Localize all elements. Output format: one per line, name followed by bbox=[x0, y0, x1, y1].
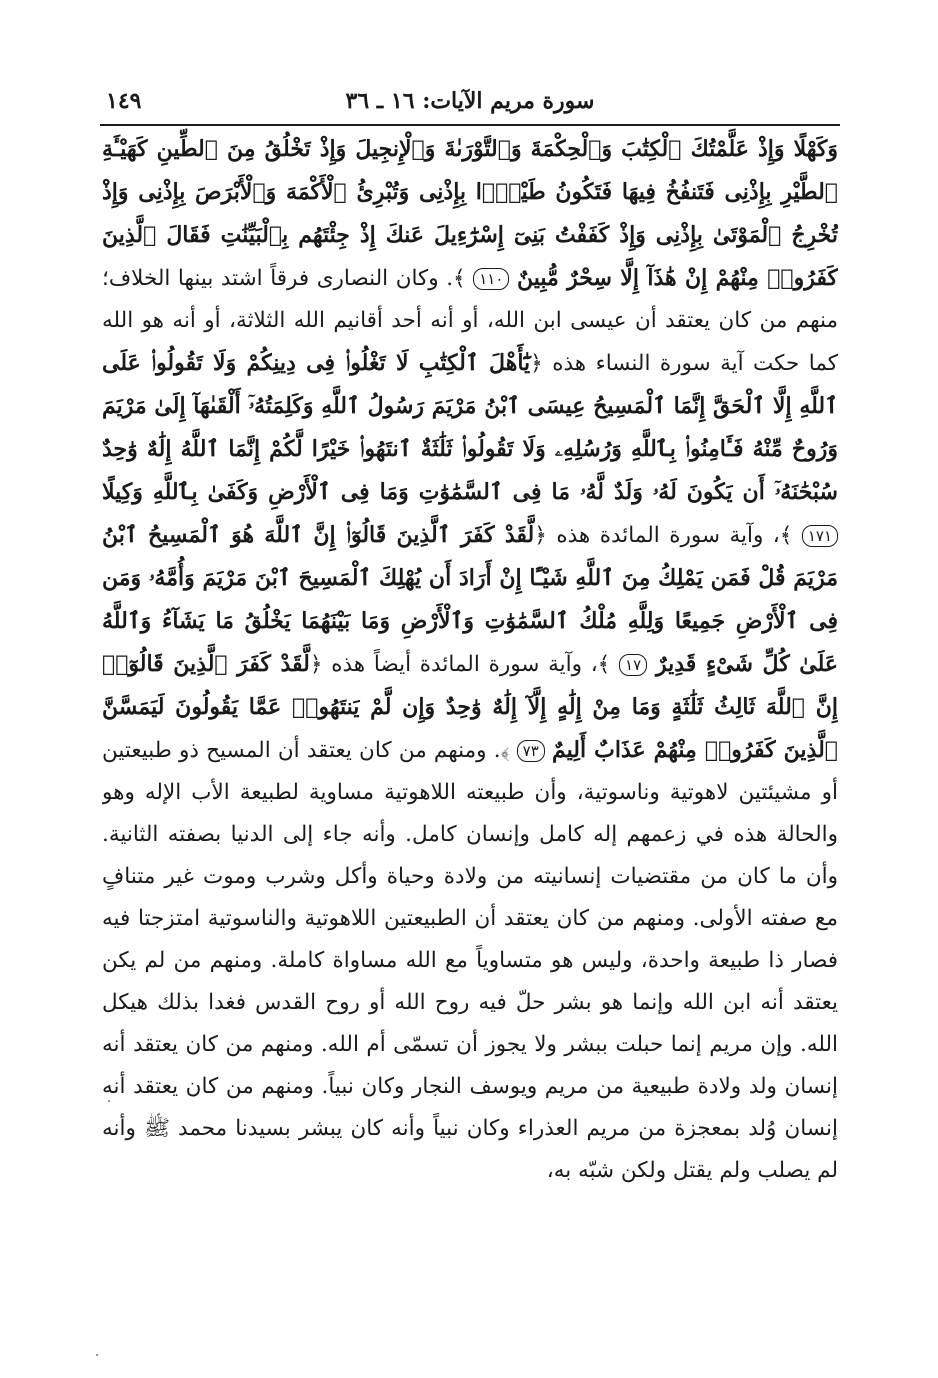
ayah-number: ١١٠ bbox=[473, 268, 509, 290]
running-title: سورة مريم الآيات: ١٦ ـ ٣٦ bbox=[345, 88, 595, 114]
verse-open-ornament: ﴿ bbox=[309, 652, 323, 677]
commentary-text: ، وآية سورة المائدة هذه bbox=[556, 523, 780, 548]
verse-open-ornament: ﴿ bbox=[534, 523, 547, 548]
verse-close-ornament: ﴾ bbox=[453, 266, 466, 291]
commentary-text: . وكان النصارى فرقاً اشتد بينها الخلاف؛ منهم من كان يعتقد أن عيسى ابن الله، أو أنه أحد أقانيم الله الثلاثة، أو أنه هو الله كما حكت آية سورة النساء هذه bbox=[102, 266, 838, 376]
scan-speck bbox=[96, 1354, 98, 1356]
ayah-number: ١٧ bbox=[619, 654, 647, 676]
quran-verse: لَّقَدْ كَفَرَ ٱلَّذِينَ قَالُوٓا۟ إِنَّ ٱللَّهَ ثَالِثُ ثَلَٰثَةٍ وَمَا مِنْ إِلَٰهٍ إِلَّآ إِلَٰهٌ وَٰحِدٌ وَإِن لَّمْ يَنتَهُوا۟ عَمَّا يَقُولُونَ لَيَمَسَّنَّ ٱلَّذِينَ كَفَرُوا۟ مِنْهُمْ عَذَابٌ أَلِيمٌ bbox=[102, 651, 838, 763]
verse-close-ornament: ﴾ bbox=[500, 738, 510, 763]
verse-open-ornament: ﴿ bbox=[530, 351, 543, 376]
commentary-text: ، وآية سورة المائدة أيضاً هذه bbox=[331, 652, 598, 677]
ayah-number: ١٧١ bbox=[802, 525, 838, 547]
quran-verse: لَّقَدْ كَفَرَ ٱلَّذِينَ قَالُوٓا۟ إِنَّ ٱللَّهَ هُوَ ٱلْمَسِيحُ ٱبْنُ مَرْيَمَ قُلْ فَمَن يَمْلِكُ مِنَ ٱللَّهِ شَيْـًٔا إِنْ أَرَادَ أَن يُهْلِكَ ٱلْمَسِيحَ ٱبْنَ مَرْيَمَ وَأُمَّهُۥ وَمَن فِى ٱلْأَرْضِ جَمِيعًا وَلِلَّهِ مُلْكُ ٱلسَّمَٰوَٰتِ وَٱلْأَرْضِ وَمَا بَيْنَهُمَا يَخْلُقُ مَا يَشَآءُ وَٱللَّهُ عَلَىٰ كُلِّ شَىْءٍ قَدِيرٌ bbox=[102, 522, 838, 677]
quran-verse: وَكَهْلًا وَإِذْ عَلَّمْتُكَ ٱلْكِتَٰبَ وَٱلْحِكْمَةَ وَٱلتَّوْرَىٰةَ وَٱلْإِنجِيلَ وَإِذْ تَخْلُقُ مِنَ ٱلطِّينِ كَهَيْـَٔةِ ٱلطَّيْرِ بِإِذْنِى فَتَنفُخُ فِيهَا فَتَكُونُ طَيْرًۢا بِإِذْنِى وَتُبْرِئُ ٱلْأَكْمَهَ وَٱلْأَبْرَصَ بِإِذْنِى وَإِذْ تُخْرِجُ ٱلْمَوْتَىٰ بِإِذْنِى وَإِذْ كَفَفْتُ بَنِىٓ إِسْرَٰٓءِيلَ عَنكَ إِذْ جِئْتَهُم بِٱلْبَيِّنَٰتِ فَقَالَ ٱلَّذِينَ كَفَرُوا۟ مِنْهُمْ إِنْ هَٰذَآ إِلَّا سِحْرٌ مُّبِينٌ bbox=[102, 136, 838, 291]
commentary-text: . ومنهم من كان يعتقد أن المسيح ذو طبيعتين أو مشيئتين لاهوتية وناسوتية، وأن طبيعته اللاهوتية مساوية لطبيعة الأب الإله وهو والحالة هذه في زعمهم إله كامل وإنسان كامل. وأنه جاء إلى الدنيا بصفته الثانية. وأن ما كان من مقتضيات إنسانيته من ولادة وحياة وأكل وشرب وموت غير متنافٍ مع صفته الأولى. ومنهم من كان يعتقد أن الطبيعتين اللاهوتية والناسوتية امتزجتا فيه فصار ذا طبيعة واحدة، وليس هو متساوياً مع الله مساواة كاملة. ومنهم من لم يكن يعتقد أنه ابن الله وإنما هو بشر حلّ فيه روح الله أو روح القدس فغدا بذلك هيكل الله. وإن مريم إنما حبلت ببشر ولا يجوز أن تسمّى أم الله. ومنهم من كان يعتقد أنه إنسان ولد ولادة طبيعية من مريم ويوسف النجار وكان نبياً. ومنهم من كان يعتقد أنه إنسان وُلد بمعجزة من مريم العذراء وكان نبياً وأنه كان يبشر بسيدنا محمد ﷺ وأنه لم يصلب ولم يقتل ولكن شبّه به، bbox=[102, 738, 838, 1183]
quran-verse: يَٰٓأَهْلَ ٱلْكِتَٰبِ لَا تَغْلُوا۟ فِى دِينِكُمْ وَلَا تَقُولُوا۟ عَلَى ٱللَّهِ إِلَّا ٱلْحَقَّ إِنَّمَا ٱلْمَسِيحُ عِيسَى ٱبْنُ مَرْيَمَ رَسُولُ ٱللَّهِ وَكَلِمَتُهُۥٓ أَلْقَىٰهَآ إِلَىٰ مَرْيَمَ وَرُوحٌ مِّنْهُ فَـَٔامِنُوا۟ بِٱللَّهِ وَرُسُلِهِۦ وَلَا تَقُولُوا۟ ثَلَٰثَةٌ ٱنتَهُوا۟ خَيْرًا لَّكُمْ إِنَّمَا ٱللَّهُ إِلَٰهٌ وَٰحِدٌ سُبْحَٰنَهُۥٓ أَن يَكُونَ لَهُۥ وَلَدٌ لَّهُۥ مَا فِى ٱلسَّمَٰوَٰتِ وَمَا فِى ٱلْأَرْضِ وَكَفَىٰ بِٱللَّهِ وَكِيلًا bbox=[102, 350, 838, 505]
header-rule bbox=[100, 124, 840, 126]
verse-close-ornament: ﴾ bbox=[597, 652, 611, 677]
body-text bbox=[102, 128, 838, 1248]
page-header bbox=[100, 84, 840, 124]
verse-close-ornament: ﴾ bbox=[779, 523, 793, 548]
page-number: ١٤٩ bbox=[106, 88, 142, 114]
ayah-number: ٧٣ bbox=[517, 740, 545, 762]
scan-speck bbox=[108, 1100, 110, 1102]
